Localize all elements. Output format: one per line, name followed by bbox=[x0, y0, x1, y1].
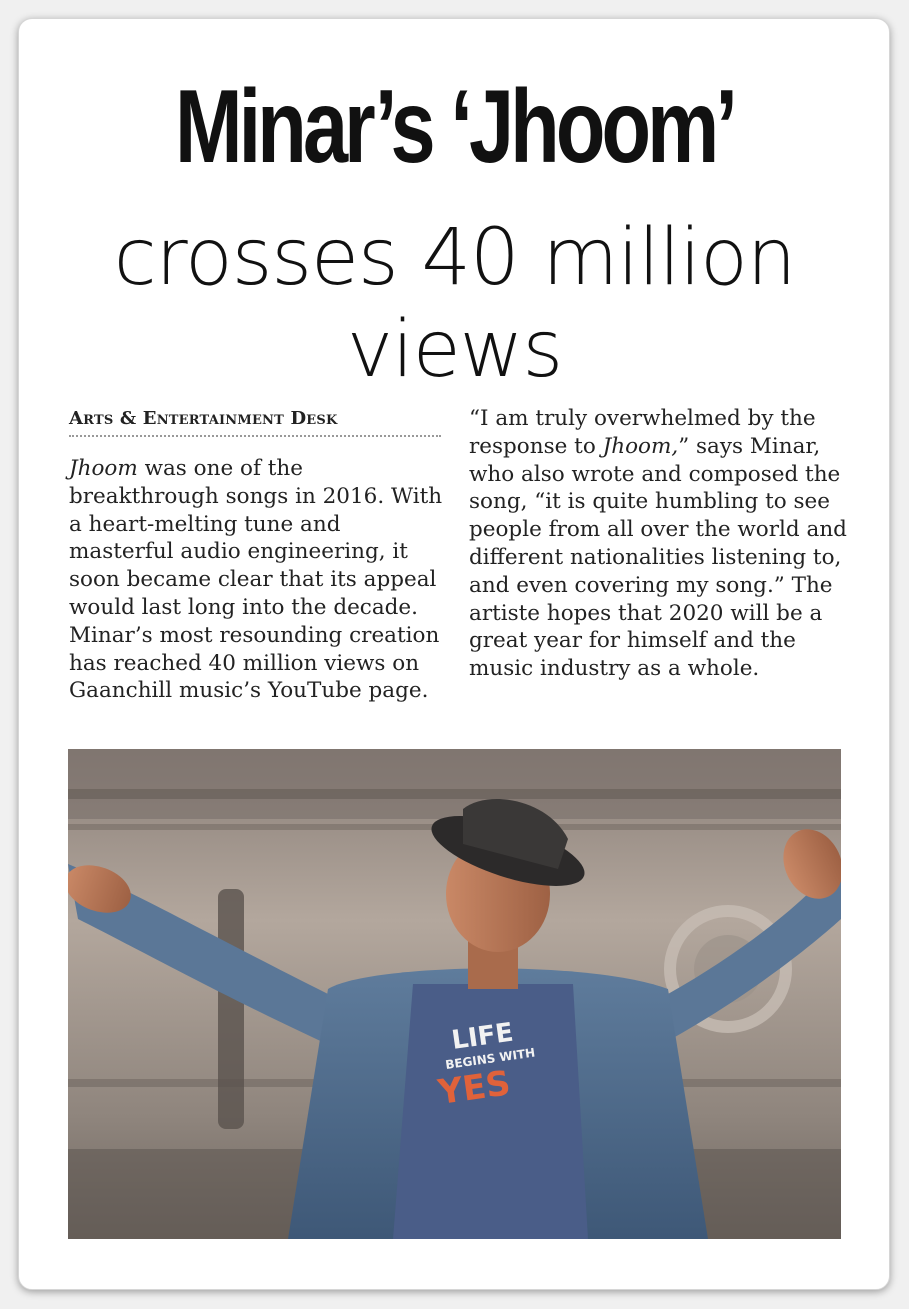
quote-song-title-italic: Jhoom, bbox=[602, 433, 679, 459]
byline: Arts & Entertainment Desk bbox=[69, 408, 441, 437]
paragraph-left-text: was one of the breakthrough songs in 2016. With a heart-melting tune and masterful audio engineering, it soon became clear that its appeal would last long into the decade. Minar’s most resounding creation has reached 40 million views on Gaanchill music’s YouTube page. bbox=[69, 456, 443, 704]
article-column-right bbox=[469, 405, 849, 683]
shirt-text-life: LIFE bbox=[449, 1017, 516, 1056]
quote-part-2: ” says Minar, who also wrote and composed the song, “it is quite humbling to see people from all over the world and different nationalities listening to, and even covering my song.” The artiste hopes that 2020 will be a great year for himself and the music industry as a whole. bbox=[469, 433, 847, 682]
quote-part-1: “I am truly overwhelmed by the response to bbox=[469, 406, 816, 459]
article-column-left bbox=[69, 455, 449, 705]
headline: Minar’s ‘Jhoom’ bbox=[174, 69, 735, 185]
shirt-text-begins: BEGINS WITH bbox=[444, 1045, 536, 1072]
song-title-italic: Jhoom bbox=[69, 456, 138, 481]
paragraph-right bbox=[469, 405, 849, 683]
article-photo bbox=[68, 749, 841, 1239]
shirt-text-yes: YES bbox=[435, 1063, 513, 1113]
subheadline-line-1: crosses 40 million bbox=[113, 213, 796, 303]
subheadline bbox=[0, 212, 909, 396]
subheadline-line-2: views bbox=[346, 305, 563, 395]
paragraph-left bbox=[69, 455, 449, 705]
